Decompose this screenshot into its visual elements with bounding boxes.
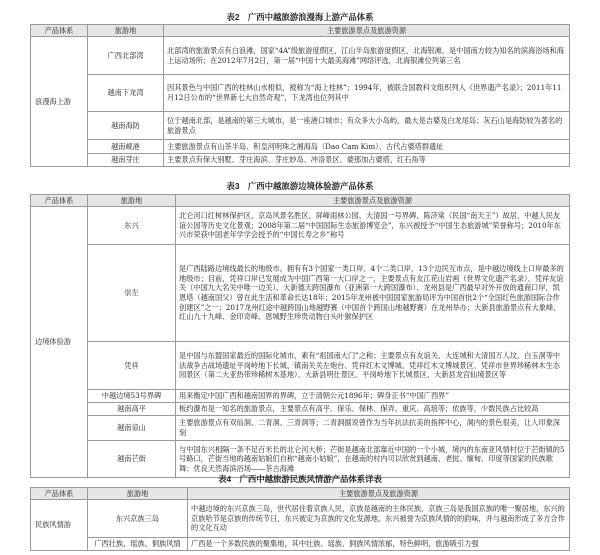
table2-system-cell: 浪漫海上游 bbox=[31, 37, 88, 167]
table2-header-place: 旅游地 bbox=[88, 25, 164, 37]
table4-header-resources: 主要旅游景点及旅游资源 bbox=[188, 488, 570, 500]
table3-place: 崇左 bbox=[88, 245, 176, 342]
table3-place: 凭祥 bbox=[88, 342, 176, 390]
table4-header-system: 产品体系 bbox=[31, 488, 88, 500]
table4 bbox=[30, 487, 570, 551]
table2-header-system: 产品体系 bbox=[31, 25, 88, 37]
table4-caption: 表4 广西中越旅游民族风情游产品体系详表 bbox=[218, 474, 382, 484]
table3-desc: 是中国与东盟国家最近的国际化城市，素有“祖国南大门”之称；主要景点有友谊关、大连城和大清国万人坟、白玉洞等中法战争古战场遗址平岗岭地下长城、镇南关关左炮台、凭祥红木文博城、凭祥红木文博城景区、凭祥市世界珍稀林木生态园景区（第二大亚热带珍稀树木基地）、大新县明仕景区、平岗岭地下长城景区、大新县龙宫仙境景区等 bbox=[176, 342, 570, 390]
table3-desc: 主要旅游景点有双仙洞、二青洞、三青洞等；二青洞据说曾作为当年抗法抗美的指挥中心，洞内的景色很美，让人印象深刻 bbox=[176, 416, 570, 441]
table2-desc: 主要景点有保大别墅、芽庄海滨、芽庄妙岛、冲洛景区、婆那加占婆塔、红石角等 bbox=[164, 154, 570, 167]
table2-place: 越南海防 bbox=[88, 112, 164, 140]
table2-place: 越南芽庄 bbox=[88, 154, 164, 167]
table2-desc: 北部湾的旅游景点有白浪滩，国家“4A”级旅游度假区，江山半岛旅游度假区，北海银滩，是中国南方较为知名的滨海浴场和海上运动场所；在2012年7月2日，第一届“中国十大最美海滩”网络评选，北海银滩位列第三名 bbox=[164, 37, 570, 75]
table2-desc: 因其景色与中国广西的桂林山水相似，被称为“海上桂林”；1994年，被联合国教科文组织列入《世界遗产名录》；2011年11月12日公布的“世界新七大自然奇观”，下龙湾也位列其中 bbox=[164, 75, 570, 112]
table3-place: 越南谅山 bbox=[88, 416, 176, 441]
table2 bbox=[30, 24, 570, 167]
table2-desc: 位于越南北部，是越南的第三大城市，是一座港口城市；有众多大小岛屿，最大是吉婆及白龙尾岛；灰石山是海防较为著名的旅游景点 bbox=[164, 112, 570, 140]
table2-header-resources: 主要旅游景点及旅游资源 bbox=[164, 25, 570, 37]
table4-system-cell: 民族风情游 bbox=[31, 500, 88, 551]
table4-place: 广西壮族、瑶族、侗族风情 bbox=[88, 538, 188, 551]
table2-caption: 表2 广西中越旅游浪漫海上游产品体系 bbox=[226, 12, 374, 22]
table2-place: 广西北部湾 bbox=[88, 37, 164, 75]
table4-place: 东兴京族三岛 bbox=[88, 500, 188, 538]
table3-place: 越南芒街 bbox=[88, 441, 176, 478]
table4-desc: 广西是一个多数民族的聚集地，其中壮族、瑶族、侗族风情浓郁，特色鲜明，旅游吸引力强 bbox=[188, 538, 570, 551]
table2-place: 越南岘港 bbox=[88, 140, 164, 154]
table2-place: 越南下龙湾 bbox=[88, 75, 164, 112]
table3-desc: 用来衡定中国广西和越南国界的界碑，立于清朝公元1896年；碑身正书“中国广西界” bbox=[176, 390, 570, 403]
table3-desc: 与中国东兴相隔一条不足百米长的北仑河大桥；芒街是越南北部靠近中国的一个小城，境内的东南亚风情村位于芒街镇的5号路口，芒街当地的越南姑娘们自称“越南小姑娘”，在越南的村内可以欣赏到越南、老挝、缅甸、印度等国家的民族歌舞；优良天然海滨浴场——茶古海滩 bbox=[176, 441, 570, 478]
table3-header-system: 产品体系 bbox=[31, 195, 88, 207]
table3-place: 中越边境53号界碑 bbox=[88, 390, 176, 403]
table3-place: 东兴 bbox=[88, 207, 176, 245]
table3-desc: 是广西陆路边境线最长的地级市。拥有有3个国家一类口岸、4个二类口岸，13个边民互市点，是中越边境线上口岸最多的地级市；目前，凭祥口岸已发展成为中国广西第一大口岸之一，主要景点有友江花山岩画（世界文化遗产名录）、凭祥友谊关（中国九大名关中唯一边关）、大新德天跨国瀑布（亚洲第一大跨国瀑布）、龙州县是广西最早对外开放的通商口岸，凯恩塔（越南国父）曾在此生活和革命长达18年；2015年龙州被中国国家旅游局评为中国首批2个“全国红色旅游国际合作创建区”之一；2017龙州红途中越跨国山地越野赛（中国首个跨国山地越野赛）在龙州举办；大新县旅游景点有大象峰、红山九十九峰、金印奇峰、恩城野生珍贵动物白头叶猴保护区 bbox=[176, 245, 570, 342]
table3-header-resources: 主要旅游景点及旅游资源 bbox=[176, 195, 570, 207]
table3-caption: 表3 广西中越旅游边境体验游产品体系 bbox=[226, 181, 374, 191]
table3-header-place: 旅游地 bbox=[88, 195, 176, 207]
table4-header-place: 旅游地 bbox=[88, 488, 188, 500]
table3-desc: 板约瀑布是一知名的旅游景点，主要景点有高平、保乐、保林、保弄、重庆、高琅等；依族等，少数民族占比较高 bbox=[176, 403, 570, 416]
table2-desc: 主要旅游景点有山茶半岛、积皇河明珠之湘海岛（Dao Cam Kim）、古代占婆塔群遗址 bbox=[164, 140, 570, 154]
table4-desc: 中越边境的东兴京族三岛，世代居住着京族人民，京族是越南的主体民族，京族三岛是我国京族的唯一聚居地，东兴的京族哈节是京族的传统节日，东兴被定为京族的文化发源地，东兴被誉为京族风情的的韵味，并与越南形成了多方合作的文化互动 bbox=[188, 500, 570, 538]
table3-system-cell: 边境体验游 bbox=[31, 207, 88, 478]
table3-desc: 北仑河口红树林保护区、京岛风景名胜区、屏峰雨林公园、大清国一号界碑、陈济棠（民国“南天王”）故居，中越人民友谊公园等历史文化景观；2008年第二届“中国国际生态旅游博览会”，东兴被授予“中国生态旅游城”荣誉称号；2010年东兴市荣获中国老年学学会授予的“中国长寿之乡”称号 bbox=[176, 207, 570, 245]
table3 bbox=[30, 194, 570, 478]
table3-place: 越南高平 bbox=[88, 403, 176, 416]
